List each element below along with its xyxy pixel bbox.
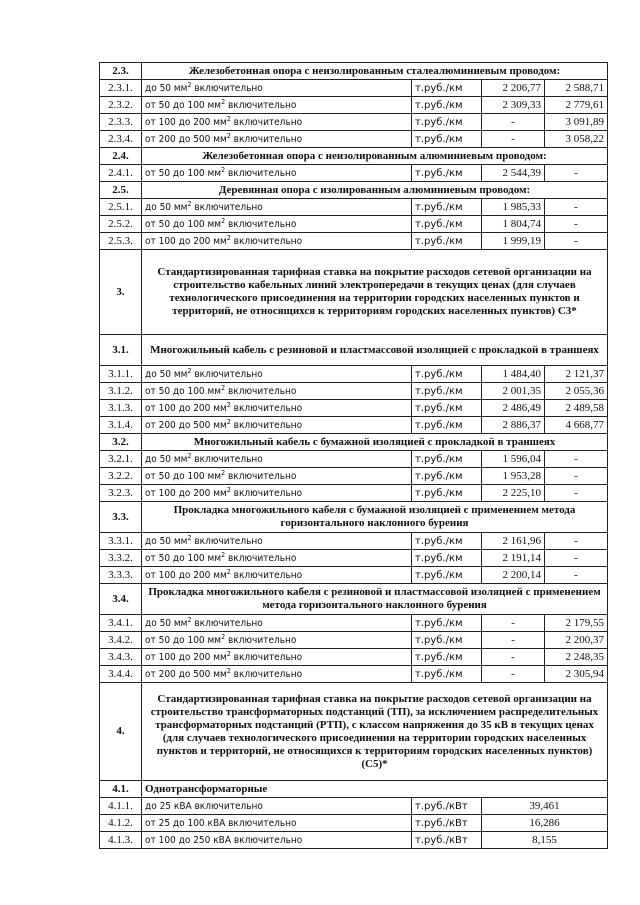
description-text: от 50 до 100 мм: [145, 634, 222, 646]
section-title: Железобетонная опора с неизолированным сталеалюминиевым проводом:: [142, 63, 608, 80]
value-cell-1: -: [482, 615, 545, 632]
description-tail: включительно: [225, 218, 297, 230]
row-description: [142, 97, 412, 114]
row-number: 2.5.3.: [100, 233, 142, 250]
value-cell-1: 1 999,19: [482, 233, 545, 250]
table-row: [100, 400, 608, 417]
row-description: [142, 80, 412, 97]
unit-cell: т.руб./км: [412, 80, 482, 97]
row-number: 3.2.2.: [100, 468, 142, 485]
table-row: [100, 632, 608, 649]
row-number: 3.2.1.: [100, 451, 142, 468]
description-tail: включительно: [230, 235, 303, 247]
unit-cell: т.руб./км: [412, 615, 482, 632]
value-cell-2: -: [545, 199, 608, 216]
section-title: Прокладка многожильного кабеля с бумажной изоляцией с применением метода горизонтального наклонного бурения: [142, 502, 608, 533]
row-description: до 25 кВА включительно: [142, 798, 412, 815]
unit-cell: т.руб./км: [412, 451, 482, 468]
row-number: 3.1.2.: [100, 383, 142, 400]
tariff-table-body: [100, 63, 608, 849]
table-row: [100, 550, 608, 567]
value-cell-2: 2 489,58: [545, 400, 608, 417]
description-text: от 100 до 200 мм: [145, 569, 227, 581]
row-number: 3.1.: [100, 335, 142, 366]
description-tail: включительно: [225, 470, 297, 482]
description-superscript: 2: [226, 485, 231, 494]
unit-cell: т.руб./км: [412, 97, 482, 114]
row-number: 2.4.1.: [100, 165, 142, 182]
description-superscript: 2: [226, 666, 231, 675]
description-superscript: 2: [221, 383, 226, 392]
table-row: [100, 815, 608, 832]
table-row: [100, 216, 608, 233]
unit-cell: т.руб./км: [412, 567, 482, 584]
row-number: 3.3.: [100, 502, 142, 533]
value-cell-1: 1 953,28: [482, 468, 545, 485]
row-description: [142, 567, 412, 584]
table-row: [100, 233, 608, 250]
table-row: [100, 615, 608, 632]
description-text: до 50 мм: [145, 617, 188, 629]
value-cell-1: 2 309,33: [482, 97, 545, 114]
row-number: 4.1.1.: [100, 798, 142, 815]
row-description: [142, 550, 412, 567]
table-row: [100, 383, 608, 400]
description-tail: включительно: [191, 535, 263, 547]
value-cell-2: -: [545, 216, 608, 233]
description-text: от 50 до 100 мм: [145, 218, 222, 230]
description-tail: включительно: [230, 116, 303, 128]
value-cell-2: -: [545, 165, 608, 182]
value-cell-1: 2 191,14: [482, 550, 545, 567]
value-cell-1: -: [482, 649, 545, 666]
description-text: от 50 до 100 мм: [145, 385, 222, 397]
value-cell: 16,286: [482, 815, 608, 832]
value-cell-1: 1 596,04: [482, 451, 545, 468]
description-superscript: 2: [187, 199, 192, 208]
description-superscript: 2: [187, 366, 192, 375]
value-cell-1: 1 985,33: [482, 199, 545, 216]
unit-cell: т.руб./км: [412, 468, 482, 485]
description-text: от 200 до 500 мм: [145, 419, 227, 431]
description-text: от 100 до 200 мм: [145, 235, 227, 247]
description-tail: включительно: [225, 167, 297, 179]
table-row: [100, 567, 608, 584]
section-row: [100, 584, 608, 615]
table-row: [100, 366, 608, 383]
description-tail: включительно: [225, 99, 297, 111]
value-cell-2: -: [545, 233, 608, 250]
value-cell-1: 2 225,10: [482, 485, 545, 502]
row-number: 3.: [100, 250, 142, 335]
description-text: от 100 до 200 мм: [145, 116, 227, 128]
unit-cell: т.руб./кВт: [412, 832, 482, 849]
description-text: от 100 до 200 мм: [145, 651, 227, 663]
table-row: [100, 97, 608, 114]
row-description: от 100 до 250 кВА включительно: [142, 832, 412, 849]
description-text: от 50 до 100 мм: [145, 99, 222, 111]
row-description: [142, 468, 412, 485]
row-number: 3.4.3.: [100, 649, 142, 666]
value-cell-1: 2 886,37: [482, 417, 545, 434]
section-title: Деревянная опора с изолированным алюминиевым проводом:: [142, 182, 608, 199]
unit-cell: т.руб./км: [412, 383, 482, 400]
table-row: [100, 417, 608, 434]
value-cell-2: 2 121,37: [545, 366, 608, 383]
row-number: 2.3.3.: [100, 114, 142, 131]
table-row: [100, 485, 608, 502]
description-superscript: 2: [221, 632, 226, 641]
row-description: [142, 666, 412, 683]
description-text: от 50 до 100 мм: [145, 552, 222, 564]
value-cell-1: 2 001,35: [482, 383, 545, 400]
table-row: [100, 80, 608, 97]
row-description: [142, 131, 412, 148]
row-number: 4.1.3.: [100, 832, 142, 849]
description-tail: включительно: [191, 368, 263, 380]
unit-cell: т.руб./км: [412, 485, 482, 502]
value-cell: 39,461: [482, 798, 608, 815]
table-row: [100, 451, 608, 468]
unit-cell: т.руб./кВт: [412, 798, 482, 815]
description-tail: включительно: [225, 552, 297, 564]
value-cell-1: 2 486,49: [482, 400, 545, 417]
description-text: до 50 мм: [145, 535, 188, 547]
row-number: 3.4.1.: [100, 615, 142, 632]
section-row: [100, 434, 608, 451]
description-tail: включительно: [230, 419, 303, 431]
unit-cell: т.руб./км: [412, 400, 482, 417]
row-description: [142, 533, 412, 550]
section-row: [100, 683, 608, 781]
description-tail: включительно: [225, 634, 297, 646]
description-superscript: 2: [187, 533, 192, 542]
value-cell-2: -: [545, 451, 608, 468]
row-number: 3.1.1.: [100, 366, 142, 383]
description-tail: включительно: [191, 617, 263, 629]
description-superscript: 2: [187, 451, 192, 460]
value-cell: 8,155: [482, 832, 608, 849]
unit-cell: т.руб./км: [412, 632, 482, 649]
description-tail: включительно: [225, 385, 297, 397]
description-superscript: 2: [226, 417, 231, 426]
row-description: от 25 до 100 кВА включительно: [142, 815, 412, 832]
value-cell-1: -: [482, 666, 545, 683]
value-cell-2: 3 091,89: [545, 114, 608, 131]
value-cell-1: 2 206,77: [482, 80, 545, 97]
section-row: [100, 781, 608, 798]
row-description: [142, 165, 412, 182]
row-number: 2.4.: [100, 148, 142, 165]
value-cell-1: -: [482, 632, 545, 649]
row-number: 3.4.4.: [100, 666, 142, 683]
section-title: Многожильный кабель с резиновой и пластмассовой изоляцией с прокладкой в траншеях: [142, 335, 608, 366]
description-text: от 100 до 200 мм: [145, 402, 227, 414]
row-number: 4.: [100, 683, 142, 781]
row-number: 4.1.: [100, 781, 142, 798]
row-description: [142, 233, 412, 250]
row-number: 3.4.: [100, 584, 142, 615]
description-superscript: 2: [221, 97, 226, 106]
value-cell-2: -: [545, 567, 608, 584]
row-number: 2.5.2.: [100, 216, 142, 233]
unit-cell: т.руб./км: [412, 233, 482, 250]
value-cell-1: 2 161,96: [482, 533, 545, 550]
description-tail: включительно: [230, 651, 303, 663]
description-superscript: 2: [187, 80, 192, 89]
description-superscript: 2: [226, 233, 231, 242]
section-title: Стандартизированная тарифная ставка на покрытие расходов сетевой организации на строительство трансформаторных подстанций (ТП), за исключением распределительных трансформаторных подстанций (РТП), с классом напряжения до 35 кВ в текущих ценах (для случаев технологического присоединения на территории городских населенных пунктов и территорий, не относящихся к территориям городских населенных пунктов) (С5)*: [142, 683, 608, 781]
row-number: 2.3.1.: [100, 80, 142, 97]
value-cell-2: -: [545, 468, 608, 485]
description-tail: включительно: [191, 201, 263, 213]
description-superscript: 2: [226, 131, 231, 140]
row-number: 3.1.3.: [100, 400, 142, 417]
value-cell-2: 2 779,61: [545, 97, 608, 114]
value-cell-2: -: [545, 533, 608, 550]
row-number: 4.1.2.: [100, 815, 142, 832]
description-tail: включительно: [230, 402, 303, 414]
unit-cell: т.руб./км: [412, 366, 482, 383]
section-title: Железобетонная опора с неизолированным алюминиевым проводом:: [142, 148, 608, 165]
section-row: [100, 502, 608, 533]
description-tail: включительно: [230, 668, 303, 680]
value-cell-2: 2 305,94: [545, 666, 608, 683]
row-description: [142, 451, 412, 468]
row-description: [142, 485, 412, 502]
value-cell-2: 2 179,55: [545, 615, 608, 632]
table-row: [100, 114, 608, 131]
value-cell-1: 2 544,39: [482, 165, 545, 182]
description-text: от 200 до 500 мм: [145, 668, 227, 680]
unit-cell: т.руб./км: [412, 417, 482, 434]
description-superscript: 2: [226, 400, 231, 409]
row-number: 3.3.3.: [100, 567, 142, 584]
row-description: [142, 400, 412, 417]
row-number: 3.3.1.: [100, 533, 142, 550]
description-text: до 50 мм: [145, 201, 188, 213]
description-superscript: 2: [226, 114, 231, 123]
row-description: [142, 383, 412, 400]
description-superscript: 2: [221, 216, 226, 225]
section-title: Многожильный кабель с бумажной изоляцией с прокладкой в траншеях: [142, 434, 608, 451]
description-tail: включительно: [230, 133, 303, 145]
value-cell-1: -: [482, 114, 545, 131]
row-number: 3.1.4.: [100, 417, 142, 434]
row-number: 2.5.: [100, 182, 142, 199]
row-description: [142, 366, 412, 383]
value-cell-1: 2 200,14: [482, 567, 545, 584]
row-number: 2.3.2.: [100, 97, 142, 114]
row-number: 3.2.3.: [100, 485, 142, 502]
description-text: от 50 до 100 мм: [145, 167, 222, 179]
value-cell-2: 2 200,37: [545, 632, 608, 649]
description-text: от 100 до 200 мм: [145, 487, 227, 499]
value-cell-1: -: [482, 131, 545, 148]
section-row: [100, 148, 608, 165]
row-number: 3.3.2.: [100, 550, 142, 567]
row-number: 2.5.1.: [100, 199, 142, 216]
tariff-table: [99, 62, 608, 849]
description-superscript: 2: [221, 468, 226, 477]
description-tail: включительно: [191, 453, 263, 465]
table-row: [100, 798, 608, 815]
unit-cell: т.руб./кВт: [412, 815, 482, 832]
table-row: [100, 468, 608, 485]
value-cell-1: 1 804,74: [482, 216, 545, 233]
unit-cell: т.руб./км: [412, 550, 482, 567]
description-text: от 200 до 500 мм: [145, 133, 227, 145]
value-cell-2: 2 588,71: [545, 80, 608, 97]
row-number: 2.3.: [100, 63, 142, 80]
section-row: [100, 335, 608, 366]
value-cell-2: -: [545, 550, 608, 567]
description-superscript: 2: [187, 615, 192, 624]
unit-cell: т.руб./км: [412, 199, 482, 216]
table-row: [100, 649, 608, 666]
row-number: 3.2.: [100, 434, 142, 451]
row-description: [142, 649, 412, 666]
section-title: Стандартизированная тарифная ставка на покрытие расходов сетевой организации на строительство кабельных линий электропередачи в текущих ценах (для случаев технологического присоединения на территории городских населенных пунктов и территорий, не относящихся к территориям городских населенных пунктов) С3*: [142, 250, 608, 335]
value-cell-2: 3 058,22: [545, 131, 608, 148]
tariff-document: [99, 62, 607, 849]
description-tail: включительно: [230, 569, 303, 581]
section-row: [100, 63, 608, 80]
unit-cell: т.руб./км: [412, 114, 482, 131]
description-superscript: 2: [221, 165, 226, 174]
value-cell-1: 1 484,40: [482, 366, 545, 383]
unit-cell: т.руб./км: [412, 131, 482, 148]
row-number: 2.3.4.: [100, 131, 142, 148]
description-text: до 50 мм: [145, 82, 188, 94]
table-row: [100, 533, 608, 550]
description-tail: включительно: [230, 487, 303, 499]
table-row: [100, 666, 608, 683]
value-cell-2: 2 248,35: [545, 649, 608, 666]
row-description: [142, 199, 412, 216]
row-description: [142, 417, 412, 434]
row-number: 3.4.2.: [100, 632, 142, 649]
unit-cell: т.руб./км: [412, 165, 482, 182]
row-description: [142, 632, 412, 649]
description-text: от 50 до 100 мм: [145, 470, 222, 482]
section-title: Прокладка многожильного кабеля с резиновой и пластмассовой изоляцией с применением метода горизонтального наклонного бурения: [142, 584, 608, 615]
unit-cell: т.руб./км: [412, 216, 482, 233]
section-title: Однотрансформаторные: [142, 781, 608, 798]
description-superscript: 2: [226, 649, 231, 658]
description-text: до 50 мм: [145, 453, 188, 465]
section-row: [100, 182, 608, 199]
section-row: [100, 250, 608, 335]
unit-cell: т.руб./км: [412, 649, 482, 666]
table-row: [100, 832, 608, 849]
description-superscript: 2: [226, 567, 231, 576]
description-superscript: 2: [221, 550, 226, 559]
row-description: [142, 114, 412, 131]
table-row: [100, 131, 608, 148]
description-tail: включительно: [191, 82, 263, 94]
table-row: [100, 199, 608, 216]
row-description: [142, 615, 412, 632]
row-description: [142, 216, 412, 233]
value-cell-2: 4 668,77: [545, 417, 608, 434]
description-text: до 50 мм: [145, 368, 188, 380]
value-cell-2: -: [545, 485, 608, 502]
table-row: [100, 165, 608, 182]
value-cell-2: 2 055,36: [545, 383, 608, 400]
unit-cell: т.руб./км: [412, 666, 482, 683]
unit-cell: т.руб./км: [412, 533, 482, 550]
